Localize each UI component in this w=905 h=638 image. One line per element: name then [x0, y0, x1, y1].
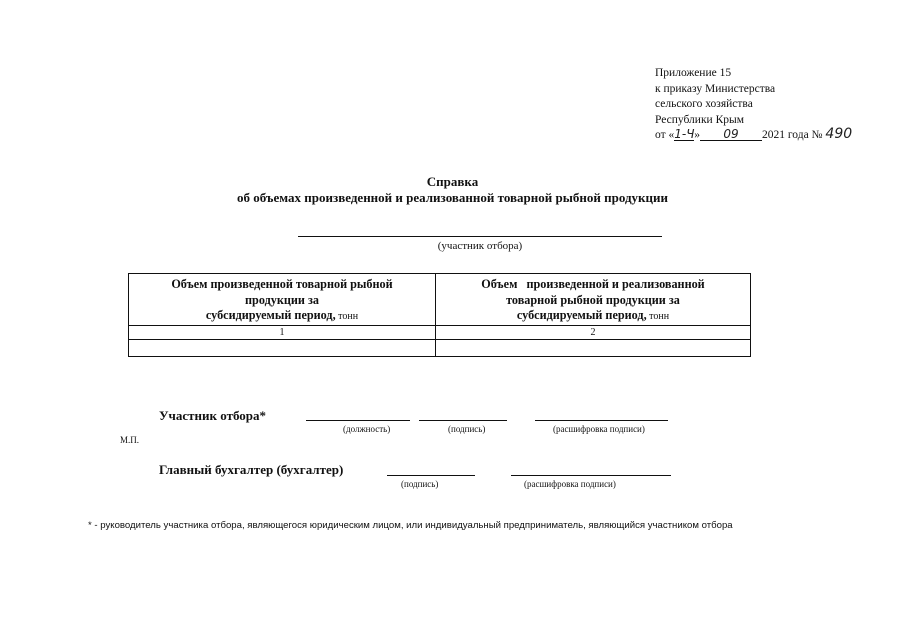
header-col1-unit: тонн [335, 311, 359, 322]
table-row [129, 339, 751, 356]
table-header-col-1 [129, 274, 436, 326]
footnote: * - руководитель участника отбора, являющегося юридическим лицом, или индивидуальный предприниматель, являющийся участником отбора [88, 520, 733, 531]
document-title: Справка [426, 174, 479, 189]
handwritten-day: 1-Ч [674, 127, 695, 141]
table-number-row [129, 325, 751, 339]
participant-line [298, 236, 662, 237]
date-mid: » [694, 129, 700, 141]
accountant-signature-line[interactable] [387, 475, 475, 476]
decode-caption: (расшифровка подписи) [553, 424, 645, 434]
signature-caption: (подпись) [448, 424, 486, 434]
table-cell-empty-2[interactable] [436, 339, 751, 356]
participant-signature-label: Участник отбора* [159, 408, 267, 423]
table-num-col-1: 1 [129, 325, 436, 339]
stamp-place-label: М.П. [120, 435, 140, 445]
production-table [128, 273, 751, 357]
appendix-line-4: Республики Крым [655, 113, 744, 126]
accountant-decode-caption: (расшифровка подписи) [524, 479, 616, 489]
participant-caption: (участник отбора) [437, 240, 523, 252]
handwritten-month: 09 [700, 128, 762, 141]
appendix-line-3: сельского хозяйства [655, 98, 753, 110]
year-text: 2021 года № [762, 129, 823, 141]
header-col1-line1: Объем произведенной товарной рыбной [171, 277, 393, 291]
header-col1-line3 [129, 308, 435, 325]
table-num-col-2: 2 [436, 325, 751, 339]
date-prefix: от « [655, 129, 675, 141]
accountant-signature-label: Главный бухгалтер (бухгалтер) [159, 462, 344, 477]
position-caption: (должность) [343, 424, 391, 434]
accountant-decode-line[interactable] [511, 475, 671, 476]
handwritten-order-number: 490 [825, 126, 853, 142]
table-cell-empty-1[interactable] [129, 339, 436, 356]
header-col2-period: субсидируемый период, [516, 308, 647, 322]
header-col2-line1: Объем произведенной и реализованной [481, 277, 705, 291]
signature-line[interactable] [419, 420, 507, 421]
appendix-line-1: Приложение 15 [655, 67, 732, 79]
header-col1-line2: продукции за [245, 292, 319, 307]
appendix-line-2: к приказу Министерства [655, 82, 776, 95]
table-header-col-2 [436, 274, 751, 326]
table-header-row [129, 274, 751, 326]
header-col1-period: субсидируемый период, [205, 308, 336, 322]
appendix-block [655, 66, 852, 144]
appendix-date-line [655, 128, 852, 144]
document-subtitle: об объемах произведенной и реализованной товарной рыбной продукции [237, 190, 668, 205]
header-col2-line2: товарной рыбной продукции за [506, 292, 680, 307]
header-col2-line3 [436, 308, 750, 325]
accountant-signature-caption: (подпись) [401, 479, 439, 489]
decode-line[interactable] [535, 420, 668, 421]
header-col2-unit: тонн [646, 311, 670, 322]
position-line[interactable] [306, 420, 410, 421]
